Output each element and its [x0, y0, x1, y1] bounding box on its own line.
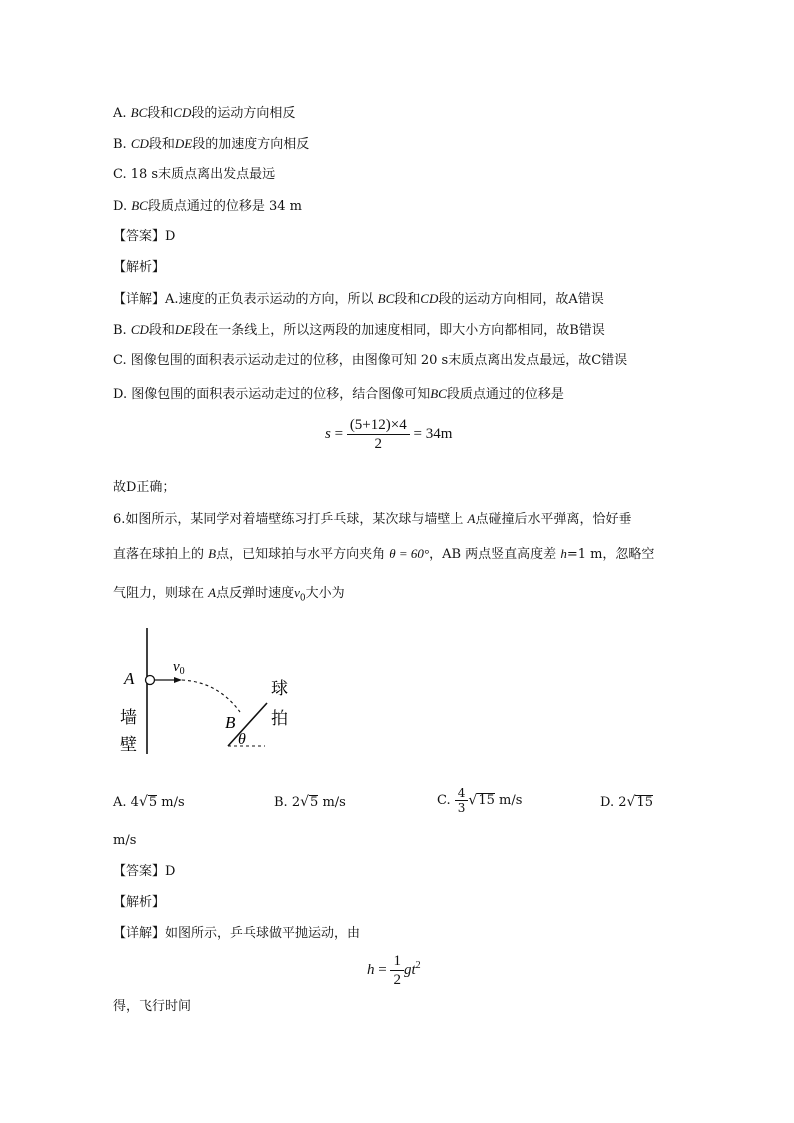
detail-q6: 【详解】如图所示，乒乓球做平抛运动，由	[113, 926, 361, 941]
label-wall-2: 壁	[120, 735, 137, 755]
label-racket-1: 球	[271, 679, 288, 699]
option-d-q6-unit: m/s	[113, 833, 137, 848]
formula-height: h = $\frac{1}{2}$ $gt^2$	[367, 953, 421, 988]
ball-icon	[146, 676, 155, 685]
option-c-q5: C. 18 s末质点离出发点最远	[113, 167, 276, 182]
label-wall-1: 墙	[120, 708, 137, 728]
q6-stem-line2: 直落在球拍上的 B点，已知球拍与水平方向夹角 θ = 60°，AB 两点竖直高度差 h=1 m，忽略空	[113, 546, 655, 562]
detail-a-q5: 【详解】A.速度的正负表示运动的方向，所以 BC段和CD段的运动方向相同，故A错误	[113, 291, 604, 307]
answer-q5: 【答案】D	[113, 229, 176, 244]
option-b-q5: B. CD段和DE段的加速度方向相反	[113, 136, 310, 152]
conclusion-q6: 得，飞行时间	[113, 999, 192, 1014]
projectile-figure	[110, 620, 310, 760]
formula-half-fraction: $\frac{1}{2}$	[390, 952, 404, 989]
detail-c-q5: C. 图像包围的面积表示运动走过的位移，由图像可知 20 s末质点离出发点最远，故C错误	[113, 353, 628, 368]
arrow-head-icon	[174, 677, 182, 683]
option-c-q6: C. $\frac{4}{3}$ √15 m/s	[437, 786, 523, 815]
option-a-q6: A. 4√5 m/s	[113, 794, 185, 810]
detail-b-q5: B. CD段和DE段在一条线上，所以这两段的加速度相同，即大小方向都相同，故B错误	[113, 322, 605, 338]
option-b-q6: B. 2√5 m/s	[274, 794, 346, 810]
option-a-q5: A. BC段和CD段的运动方向相反	[113, 105, 296, 121]
label-b: B	[225, 713, 236, 732]
label-v0: $v_0$	[173, 659, 185, 677]
label-a: A	[124, 669, 135, 688]
option-d-q5: D. BC段质点通过的位移是 34 m	[113, 198, 302, 214]
analysis-label-q6: 【解析】	[113, 895, 166, 910]
option-d-q6: D. 2√15	[600, 794, 653, 810]
q6-stem-line3: 气阻力，则球在 A点反弹时速度$v_0$大小为	[113, 585, 345, 604]
formula-fraction: $\frac{(5+12)\times 4}{2}$	[347, 416, 410, 453]
trajectory-dashed	[182, 680, 240, 712]
formula-displacement: s = $\frac{(5+12)\times 4}{2}$ = 34m	[325, 417, 453, 452]
detail-d-q5: D. 图像包围的面积表示运动走过的位移，结合图像可知BC段质点通过的位移是	[113, 386, 564, 402]
analysis-label-q5: 【解析】	[113, 260, 166, 275]
answer-q6: 【答案】D	[113, 864, 176, 879]
q6-stem-line1: 6.如图所示，某同学对着墙壁练习打乒乓球，某次球与墙壁上 A点碰撞后水平弹离，恰好垂	[113, 511, 632, 527]
conclusion-q5: 故D正确；	[113, 480, 176, 495]
label-theta: θ	[238, 731, 246, 748]
label-racket-2: 拍	[271, 709, 288, 729]
